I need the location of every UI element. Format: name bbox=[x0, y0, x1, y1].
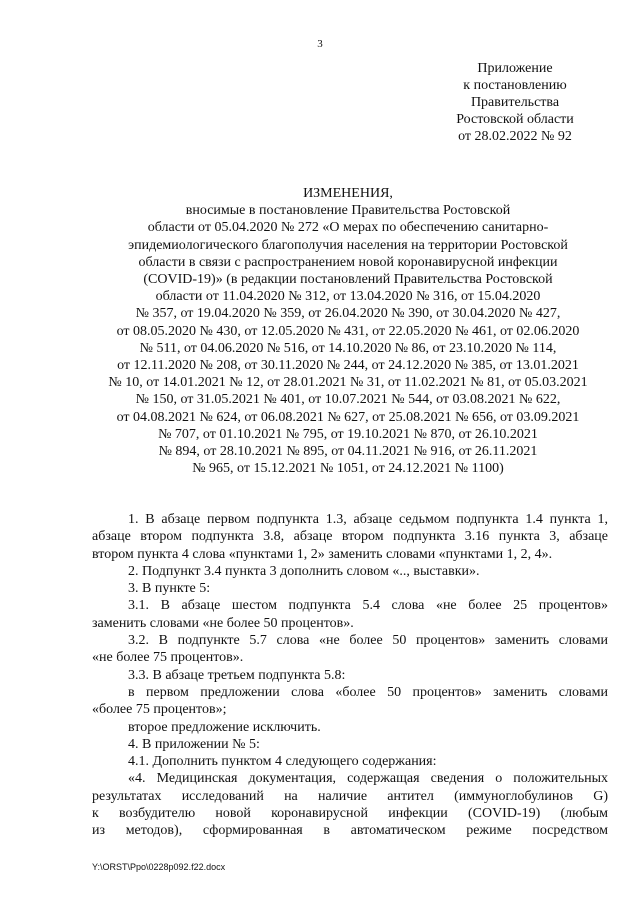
body-line: 3.3. В абзаце третьем подпункта 5.8: bbox=[128, 667, 346, 683]
body-line: «не более 75 процентов». bbox=[92, 650, 244, 666]
body-line: «4. Медицинская документация, содержащая сведения о положительных bbox=[128, 771, 608, 787]
heading-line: от 12.11.2020 № 208, от 30.11.2020 № 244, от 24.12.2020 № 385, от 13.01.2021 bbox=[117, 358, 579, 374]
heading-line: № 357, от 19.04.2020 № 359, от 26.04.2020 № 390, от 30.04.2020 № 427, bbox=[135, 306, 561, 322]
appendix-line: Приложение bbox=[477, 61, 553, 76]
heading-line: области от 05.04.2020 № 272 «О мерах по обеспечению санитарно- bbox=[147, 220, 549, 236]
page-number: 3 bbox=[317, 38, 323, 50]
body-line: втором пункта 4 слова «пунктами 1, 2» заменить словами «пунктами 1, 2, 4». bbox=[92, 546, 553, 562]
heading-line: № 965, от 15.12.2021 № 1051, от 24.12.2021 № 1100) bbox=[192, 461, 504, 477]
body-line: «более 75 процентов»; bbox=[92, 702, 227, 718]
heading-line: № 10, от 14.01.2021 № 12, от 28.01.2021 № 31, от 11.02.2021 № 81, от 05.03.2021 bbox=[108, 375, 588, 391]
body-line: 3. В пункте 5: bbox=[128, 581, 211, 597]
heading-title: ИЗМЕНЕНИЯ, bbox=[303, 186, 393, 201]
body-line: абзаце втором подпункта 3.8, абзаце втором подпункта 3.16 пункта 3, абзаце bbox=[92, 529, 608, 545]
body-line: к возбудителю новой коронавирусной инфекции (COVID-19) (любым bbox=[92, 806, 608, 822]
document-body bbox=[92, 511, 608, 840]
heading-line: вносимые в постановление Правительства Ростовской bbox=[185, 203, 511, 219]
body-line: в первом предложении слова «более 50 процентов» заменить словами bbox=[128, 684, 608, 700]
heading-line: № 511, от 04.06.2020 № 516, от 14.10.2020 № 86, от 23.10.2020 № 114, bbox=[139, 340, 557, 356]
heading-line: № 707, от 01.10.2021 № 795, от 19.10.2021 № 870, от 26.10.2021 bbox=[158, 426, 538, 442]
body-line: из методов), сформированная в автоматическом режиме посредством bbox=[92, 823, 608, 839]
heading-line: (COVID-19)» (в редакции постановлений Правительства Ростовской bbox=[143, 272, 553, 288]
appendix-line: Ростовской области bbox=[456, 112, 574, 127]
body-line: второе предложение исключить. bbox=[128, 719, 321, 735]
heading-line: эпидемиологического благополучия населения на территории Ростовской bbox=[128, 237, 568, 253]
heading-line: области от 11.04.2020 № 312, от 13.04.2020 № 316, от 15.04.2020 bbox=[155, 289, 541, 305]
body-line: 4. В приложении № 5: bbox=[128, 736, 260, 752]
heading-line: № 150, от 31.05.2021 № 401, от 10.07.2021 № 544, от 03.08.2021 № 622, bbox=[135, 392, 561, 408]
heading-line: № 894, от 28.10.2021 № 895, от 04.11.2021 № 916, от 26.11.2021 bbox=[158, 444, 538, 460]
file-path-footer: Y:\ORST\Ppo\0228p092.f22.docx bbox=[92, 862, 226, 872]
heading-line: области в связи с распространением новой коронавирусной инфекции bbox=[138, 254, 558, 270]
appendix-line: к постановлению bbox=[463, 78, 567, 93]
body-line: 1. В абзаце первом подпункта 1.3, абзаце седьмом подпункта 1.4 пункта 1, bbox=[128, 512, 608, 527]
body-line: 2. Подпункт 3.4 пункта 3 дополнить словом «.., выставки». bbox=[128, 563, 480, 579]
document-heading bbox=[88, 185, 608, 477]
body-line: 3.2. В подпункте 5.7 слова «не более 50 процентов» заменить словами bbox=[128, 633, 608, 649]
appendix-block bbox=[440, 60, 590, 145]
appendix-line: от 28.02.2022 № 92 bbox=[458, 129, 572, 144]
body-line: 3.1. В абзаце шестом подпункта 5.4 слова «не более 25 процентов» bbox=[128, 598, 608, 614]
heading-line: от 08.05.2020 № 430, от 12.05.2020 № 431, от 22.05.2020 № 461, от 02.06.2020 bbox=[116, 323, 580, 339]
body-line: 4.1. Дополнить пунктом 4 следующего содержания: bbox=[128, 754, 437, 770]
body-line: заменить словами «не более 50 процентов». bbox=[92, 615, 354, 631]
heading-line: от 04.08.2021 № 624, от 06.08.2021 № 627, от 25.08.2021 № 656, от 03.09.2021 bbox=[116, 409, 580, 425]
appendix-line: Правительства bbox=[470, 95, 560, 110]
body-line: результатах исследований на наличие антител (иммуноглобулинов G) bbox=[92, 788, 608, 804]
